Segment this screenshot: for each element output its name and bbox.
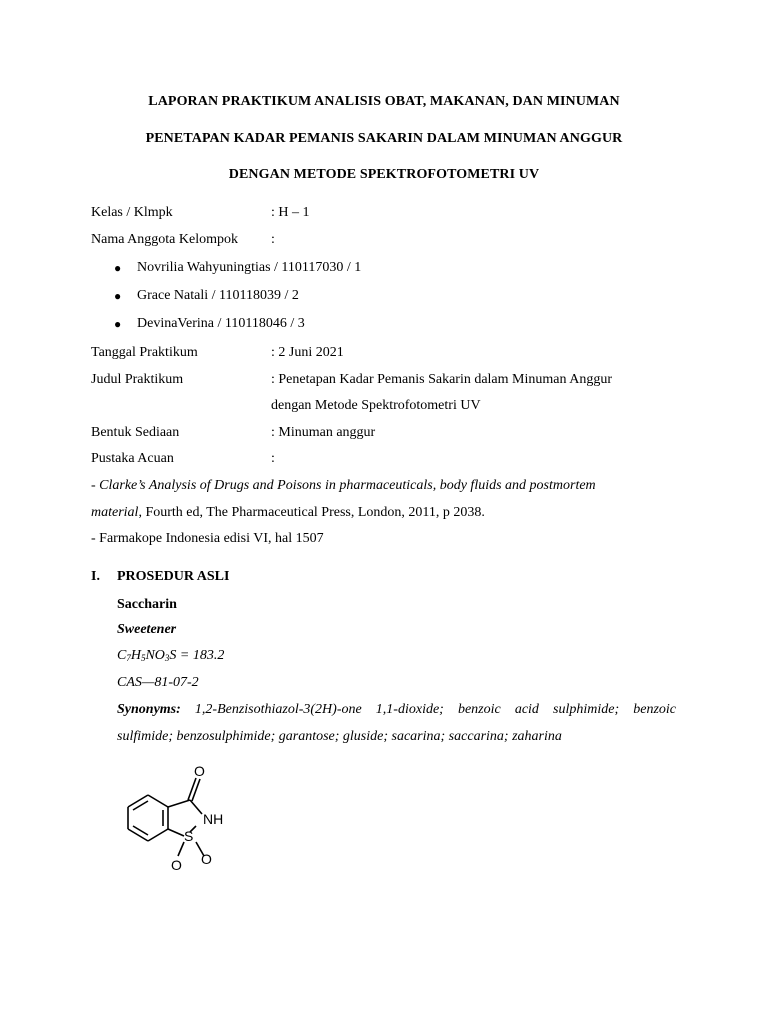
- kelas-value: : H – 1: [271, 205, 310, 220]
- bullet-icon: ●: [114, 289, 122, 303]
- section-title: PROSEDUR ASLI: [117, 569, 230, 584]
- formula-c: C: [117, 648, 127, 663]
- saccharin-structure: [118, 758, 238, 878]
- report-title: LAPORAN PRAKTIKUM ANALISIS OBAT, MAKANAN, DAN MINUMAN: [148, 94, 620, 109]
- judul-value: : Penetapan Kadar Pemanis Sakarin dalam Minuman Anggur: [271, 372, 612, 387]
- member-item: DevinaVerina / 110118046 / 3: [137, 316, 305, 331]
- judul-value-cont: dengan Metode Spektrofotometri UV: [271, 398, 481, 413]
- formula-s: S = 183.2: [169, 648, 225, 663]
- atom-o-top: O: [194, 763, 205, 779]
- structure-bonds: [128, 778, 204, 856]
- bentuk-label: Bentuk Sediaan: [91, 425, 180, 440]
- pustaka-label: Pustaka Acuan: [91, 451, 174, 466]
- synonyms-text: 1,2-Benzisothiazol-3(2H)-one 1,1-dioxide; benzoic acid sulphimide; benzoic: [180, 702, 676, 717]
- section-number: I.: [91, 569, 100, 584]
- anggota-value: :: [271, 232, 275, 247]
- compound-category: Sweetener: [117, 622, 177, 637]
- formula-h: H: [130, 648, 141, 663]
- atom-o-right: O: [201, 851, 212, 867]
- anggota-label: Nama Anggota Kelompok: [91, 232, 238, 247]
- molecular-formula: [117, 648, 224, 664]
- formula-no: NO: [145, 648, 165, 663]
- compound-name: Saccharin: [117, 597, 177, 612]
- ref-title-cont: material: [91, 505, 139, 520]
- reference-2: - Farmakope Indonesia edisi VI, hal 1507: [91, 531, 324, 546]
- bullet-icon: ●: [114, 317, 122, 331]
- reference-1: [91, 478, 596, 494]
- report-subtitle: PENETAPAN KADAR PEMANIS SAKARIN DALAM MINUMAN ANGGUR: [145, 131, 623, 146]
- pustaka-value: :: [271, 451, 275, 466]
- report-subtitle-method: DENGAN METODE SPEKTROFOTOMETRI UV: [228, 167, 540, 182]
- tanggal-label: Tanggal Praktikum: [91, 345, 198, 360]
- formula-o-sub: 3: [164, 653, 170, 663]
- atom-nh: NH: [203, 811, 224, 827]
- reference-1-cont: [91, 505, 485, 521]
- atom-o-left: O: [171, 857, 182, 873]
- formula-h-sub: 5: [140, 653, 146, 663]
- bullet-icon: ●: [114, 261, 122, 275]
- synonyms-line-2: sulfimide; benzosulphimide; garantose; gluside; sacarina; saccarina; zaharina: [117, 729, 562, 744]
- kelas-label: Kelas / Klmpk: [91, 205, 173, 220]
- synonyms-line-1: [117, 702, 676, 718]
- member-item: Novrilia Wahyuningtias / 110117030 / 1: [137, 260, 362, 275]
- cas-number: CAS—81-07-2: [117, 675, 199, 690]
- bentuk-value: : Minuman anggur: [271, 425, 376, 440]
- tanggal-value: : 2 Juni 2021: [271, 345, 344, 360]
- ref-title: Clarke’s Analysis of Drugs and Poisons in pharmaceuticals, body fluids and postmortem: [99, 478, 596, 493]
- ref-publisher: , Fourth ed, The Pharmaceutical Press, London, 2011, p 2038.: [138, 505, 485, 520]
- atom-s: S: [184, 828, 194, 844]
- member-item: Grace Natali / 110118039 / 2: [137, 288, 299, 303]
- synonyms-label: Synonyms:: [117, 702, 181, 717]
- formula-c-sub: 7: [126, 653, 131, 663]
- ref-prefix: -: [91, 478, 100, 493]
- judul-label: Judul Praktikum: [91, 372, 184, 387]
